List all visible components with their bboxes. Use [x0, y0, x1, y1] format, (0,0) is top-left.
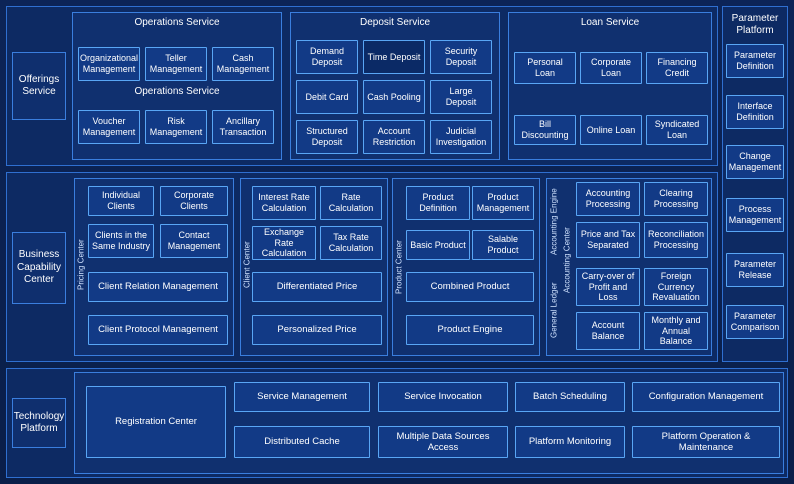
cell-registration-center[interactable]: Registration Center — [86, 386, 226, 458]
cell-teller-management[interactable]: Teller Management — [145, 47, 207, 81]
parameter-platform-title — [726, 10, 784, 40]
cell-corporate-clients[interactable]: Corporate Clients — [160, 186, 228, 216]
cell-foreign-currency-revaluation[interactable]: Foreign Currency Revaluation — [644, 268, 708, 306]
row-label-technology-platform-text: Technology Platform — [13, 410, 65, 434]
cell-batch-scheduling[interactable]: Batch Scheduling — [515, 382, 625, 412]
cell-financing-credit[interactable]: Financing Credit — [646, 52, 708, 84]
cell-client-protocol-management[interactable]: Client Protocol Management — [88, 315, 228, 345]
cell-demand-deposit[interactable]: Demand Deposit — [296, 40, 358, 74]
row-label-business-capability-center — [12, 232, 66, 304]
cell-price-and-tax-separated[interactable]: Price and Tax Separated — [576, 222, 640, 258]
cell-rate-calculation[interactable]: Rate Calculation — [320, 186, 382, 220]
cell-product-management[interactable]: Product Management — [472, 186, 534, 220]
group-deposit-service-title: Deposit Service — [359, 17, 431, 28]
group-accounting-center-title: Accounting Center — [562, 227, 572, 293]
cell-product-definition[interactable]: Product Definition — [406, 186, 470, 220]
row-label-offerings-service-text: Offerings Service — [18, 73, 60, 97]
cell-platform-operation-maintenance[interactable]: Platform Operation & Maintenance — [632, 426, 780, 458]
group-accounting-engine-title: Accounting Engine — [549, 188, 559, 256]
cell-time-deposit[interactable]: Time Deposit — [363, 40, 425, 74]
cell-risk-management[interactable]: Risk Management — [145, 110, 207, 144]
cell-tax-rate-calculation[interactable]: Tax Rate Calculation — [320, 226, 382, 260]
cell-salable-product[interactable]: Salable Product — [472, 230, 534, 260]
group-product-center-title: Product Center — [394, 240, 404, 294]
row-label-technology-platform — [12, 398, 66, 448]
cell-contact-management[interactable]: Contact Management — [160, 224, 228, 258]
cell-change-management[interactable]: Change Management — [726, 145, 784, 179]
cell-exchange-rate-calculation[interactable]: Exchange Rate Calculation — [252, 226, 316, 260]
cell-service-management[interactable]: Service Management — [234, 382, 370, 412]
row-label-offerings-service — [12, 52, 66, 120]
cell-product-engine[interactable]: Product Engine — [406, 315, 534, 345]
cell-carry-over-of-profit-and-loss[interactable]: Carry-over of Profit and Loss — [576, 268, 640, 306]
cell-individual-clients[interactable]: Individual Clients — [88, 186, 154, 216]
cell-service-invocation[interactable]: Service Invocation — [378, 382, 508, 412]
group-client-center-title: Client Center — [242, 241, 252, 289]
cell-personal-loan[interactable]: Personal Loan — [514, 52, 576, 84]
cell-accounting-processing[interactable]: Accounting Processing — [576, 182, 640, 216]
group-operations-service-title: Operations Service — [134, 17, 220, 28]
group-loan-service-title: Loan Service — [580, 17, 640, 28]
cell-parameter-definition[interactable]: Parameter Definition — [726, 44, 784, 78]
cell-platform-monitoring[interactable]: Platform Monitoring — [515, 426, 625, 458]
cell-ancillary-transaction[interactable]: Ancillary Transaction — [212, 110, 274, 144]
cell-monthly-and-annual-balance[interactable]: Monthly and Annual Balance — [644, 312, 708, 350]
cell-basic-product[interactable]: Basic Product — [406, 230, 470, 260]
group-pricing-center-title: Pricing Center — [76, 239, 86, 291]
cell-judicial-investigation[interactable]: Judicial Investigation — [430, 120, 492, 154]
cell-syndicated-loan[interactable]: Syndicated Loan — [646, 115, 708, 145]
cell-combined-product[interactable]: Combined Product — [406, 272, 534, 302]
cell-parameter-release[interactable]: Parameter Release — [726, 253, 784, 287]
cell-parameter-comparison[interactable]: Parameter Comparison — [726, 305, 784, 339]
cell-process-management[interactable]: Process Management — [726, 198, 784, 232]
cell-reconciliation-processing[interactable]: Reconciliation Processing — [644, 222, 708, 258]
cell-clearing-processing[interactable]: Clearing Processing — [644, 182, 708, 216]
cell-configuration-management[interactable]: Configuration Management — [632, 382, 780, 412]
cell-online-loan[interactable]: Online Loan — [580, 115, 642, 145]
cell-interface-definition[interactable]: Interface Definition — [726, 95, 784, 129]
cell-debit-card[interactable]: Debit Card — [296, 80, 358, 114]
cell-voucher-management[interactable]: Voucher Management — [78, 110, 140, 144]
cell-account-restriction[interactable]: Account Restriction — [363, 120, 425, 154]
cell-distributed-cache[interactable]: Distributed Cache — [234, 426, 370, 458]
row-label-business-capability-center-text: Business Capability Center — [17, 249, 61, 286]
cell-organizational-management[interactable]: Organizational Management — [78, 47, 140, 81]
cell-clients-in-the-same-industry[interactable]: Clients in the Same Industry — [88, 224, 154, 258]
group-operations-service-subtitle: Operations Service — [134, 86, 220, 97]
cell-interest-rate-calculation[interactable]: Interest Rate Calculation — [252, 186, 316, 220]
cell-account-balance[interactable]: Account Balance — [576, 312, 640, 350]
cell-structured-deposit[interactable]: Structured Deposit — [296, 120, 358, 154]
cell-multiple-data-sources-access[interactable]: Multiple Data Sources Access — [378, 426, 508, 458]
cell-security-deposit[interactable]: Security Deposit — [430, 40, 492, 74]
cell-bill-discounting[interactable]: Bill Discounting — [514, 115, 576, 145]
cell-client-relation-management[interactable]: Client Relation Management — [88, 272, 228, 302]
cell-differentiated-price[interactable]: Differentiated Price — [252, 272, 382, 302]
cell-cash-management[interactable]: Cash Management — [212, 47, 274, 81]
group-general-ledger-title: General Ledger — [549, 282, 559, 338]
parameter-platform-title-text: Parameter Platform — [731, 12, 779, 36]
cell-personalized-price[interactable]: Personalized Price — [252, 315, 382, 345]
cell-corporate-loan[interactable]: Corporate Loan — [580, 52, 642, 84]
cell-large-deposit[interactable]: Large Deposit — [430, 80, 492, 114]
cell-cash-pooling[interactable]: Cash Pooling — [363, 80, 425, 114]
